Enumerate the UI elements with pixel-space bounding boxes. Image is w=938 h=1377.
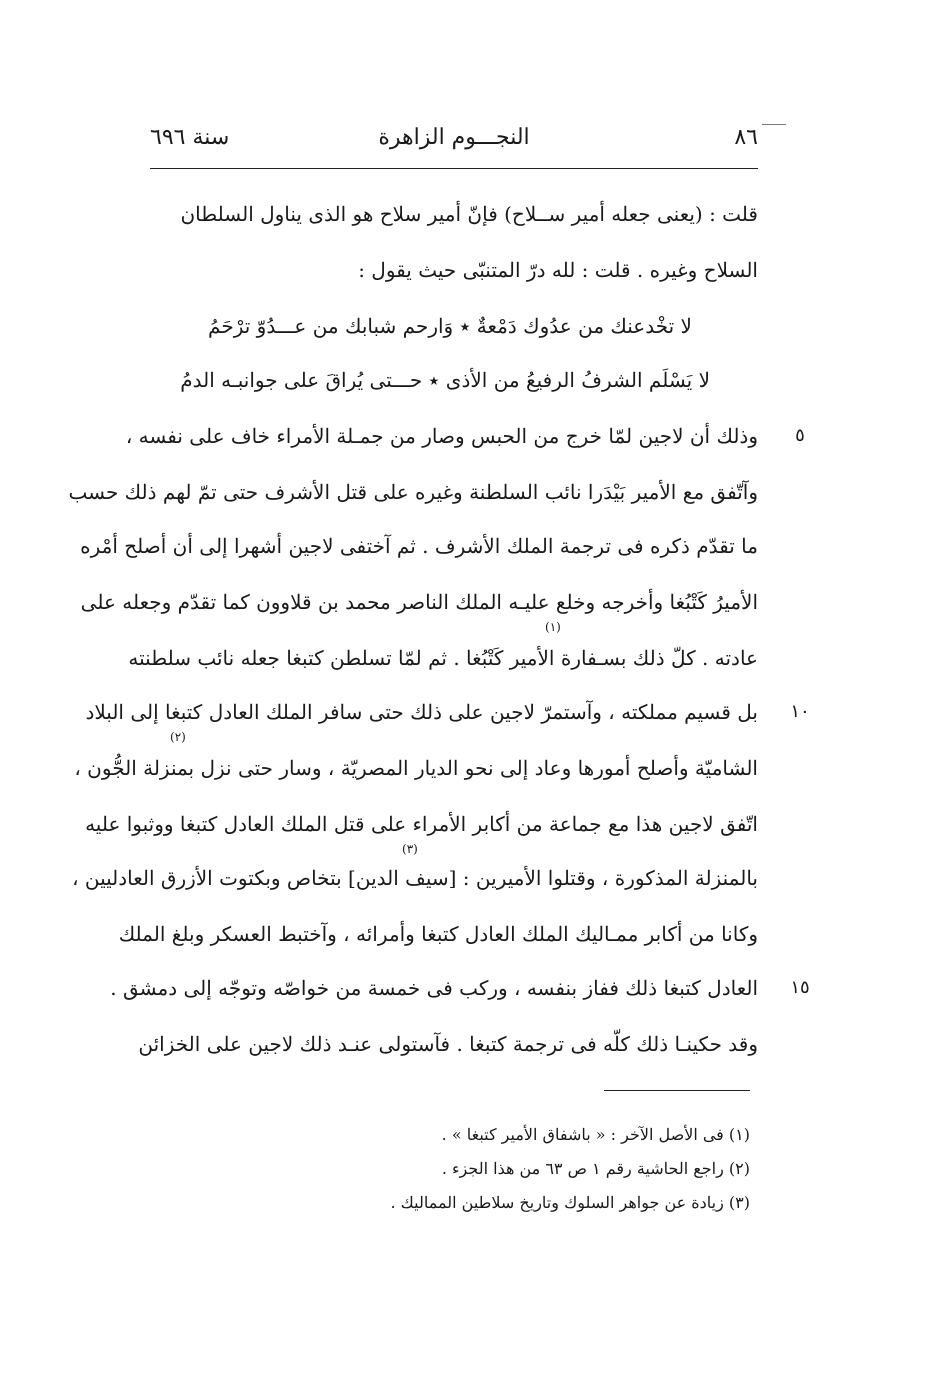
year-label: سنة ٦٩٦ — [150, 125, 230, 150]
page-number: ٨٦ — [734, 125, 758, 150]
text-line: ما تقدّم ذكره فى ترجمة الملك الأشرف . ثم آختفى لاجين أشهرا إلى أن أصلح أمْره — [80, 534, 758, 558]
text-line: العادل كتبغا ذلك ففاز بنفسه ، وركب فى خمسة من خواصّه وتوجّه إلى دمشق . — [110, 976, 758, 1000]
corner-mark — [762, 124, 786, 125]
text-line: الأميرُ كَتْبُغا وأخرجه وخلع عليـه الملك الناصر محمد بن قلاوون كما تقدّم وجعله على — [80, 590, 758, 614]
line-number: ١٠ — [790, 701, 810, 722]
footnote-marker: (١) — [545, 620, 561, 634]
line-number: ١٥ — [790, 977, 810, 998]
footnote: (٣) زيادة عن جواهر السلوك وتاريخ سلاطين المماليك . — [390, 1193, 750, 1212]
text-line: بل قسيم مملكته ، وآستمرّ لاجين على ذلك حتى سافر الملك العادل كتبغا إلى البلاد — [85, 700, 758, 724]
footnote-rule — [604, 1090, 750, 1091]
text-line: وقد حكينـا ذلك كلّه فى ترجمة كتبغا . فآستولى عنـد ذلك لاجين على الخزائن — [138, 1032, 758, 1056]
footnote: (٢) راجع الحاشية رقم ١ ص ٦٣ من هذا الجزء . — [441, 1159, 750, 1178]
text-line: وذلك أن لاجين لمّا خرج من الحبس وصار من جمـلة الأمراء خاف على نفسه ، — [125, 424, 758, 448]
text-line: عادته . كلّ ذلك بسـفارة الأمير كَتْبُغا . ثم لمّا تسلطن كتبغا جعله نائب سلطنته — [128, 646, 758, 670]
text-line: وكانا من أكابر ممـاليك الملك العادل كتبغا وأمرائه ، وآختبط العسكر وبلغ الملك — [118, 922, 758, 946]
header-rule — [150, 168, 758, 169]
line-number: ٥ — [795, 425, 805, 446]
text-line: قلت : (يعنى جعله أمير ســلاح) فإنّ أمير سلاح هو الذى يناول السلطان — [180, 202, 758, 226]
text-line: وآتّفق مع الأمير بَيْدَرا نائب السلطنة وغيره على قتل الأشرف حتى تمّ لهم ذلك حسب — [68, 480, 758, 504]
text-line: السلاح وغيره . قلت : لله درّ المتنبّى حيث يقول : — [358, 258, 758, 282]
running-title: النجـــوم الزاهرة — [378, 125, 530, 150]
footnote-marker: (٢) — [170, 730, 186, 744]
footnote: (١) فى الأصل الآخر : « باشفاق الأمير كتبغا » . — [441, 1125, 750, 1144]
text-line: الشاميّة وأصلح أمورها وعاد إلى نحو الديار المصريّة ، وسار حتى نزل بمنزلة الجُّون ، — [74, 756, 758, 780]
text-line: بالمنزلة المذكورة ، وقتلوا الأميرين : [سيف الدين] بتخاص وبكتوت الأزرق العادليين ، — [72, 866, 758, 890]
verse-line: لا يَسْلَم الشرفُ الرفيعُ من الأذى ٭ حـــتى يُراقَ على جوانبـه الدمُ — [180, 368, 710, 392]
footnote-marker: (٣) — [402, 842, 418, 856]
text-line: اتّفق لاجين هذا مع جماعة من أكابر الأمراء على قتل الملك العادل كتبغا ووثبوا عليه — [85, 812, 758, 836]
verse-line: لا تخْدعنك من عدُوك دَمْعةٌ ٭ وَارحم شبابك من عـــدُوّ ترْحَمُ — [208, 314, 692, 338]
page-header — [150, 122, 758, 162]
